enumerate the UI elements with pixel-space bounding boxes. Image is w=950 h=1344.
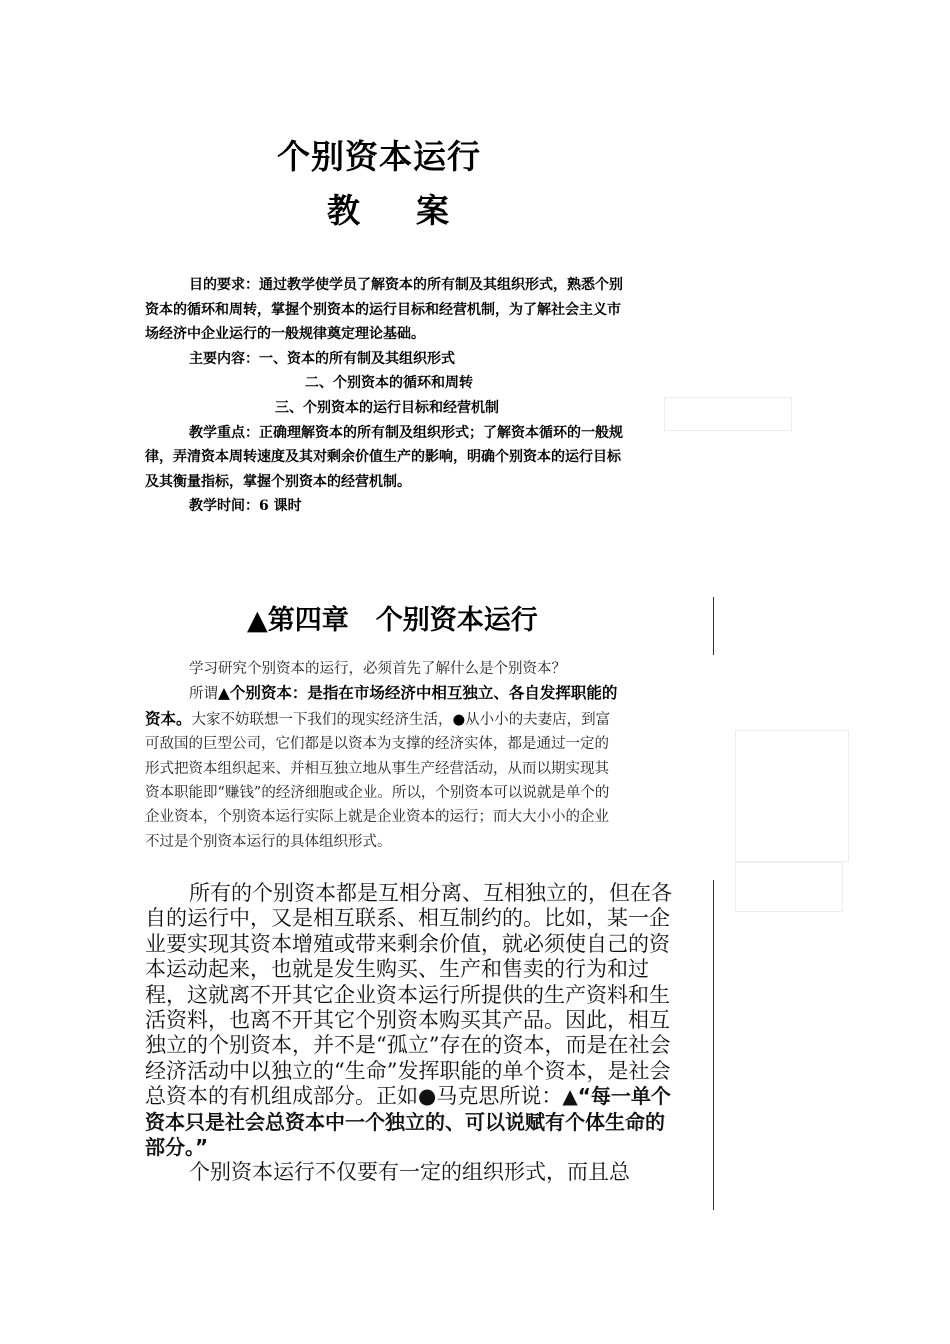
faint-margin-box-1 bbox=[735, 730, 849, 862]
bullet-dot-1: ● bbox=[452, 711, 466, 728]
content-item-3-line bbox=[145, 396, 630, 421]
content-item-3: 三、个别资本的运行目标和经营机制 bbox=[275, 399, 499, 416]
time-label: 教学时间： bbox=[189, 498, 259, 515]
body-small-p2-b: 大家不妨联想一下我们的现实经济生活， bbox=[191, 711, 453, 728]
content-item-2: 二、个别资本的循环和周转 bbox=[305, 375, 473, 392]
key-points-label: 教学重点： bbox=[189, 424, 259, 441]
individual-capital-definition: ▲个别资本：是指在市场经济中相互独立、各自发挥职能的资本。 bbox=[145, 684, 618, 728]
time-paragraph bbox=[145, 494, 630, 519]
objective-paragraph bbox=[145, 273, 630, 347]
faint-margin-box-2 bbox=[735, 862, 843, 912]
time-text: 6 课时 bbox=[259, 498, 302, 515]
document-title: 个别资本运行 bbox=[277, 137, 481, 176]
body-small-p2 bbox=[145, 681, 620, 854]
content-item-1: 一、资本的所有制及其组织形式 bbox=[259, 350, 455, 367]
subtitle-char-2: 案 bbox=[416, 191, 449, 230]
body-small-p2-a: 所谓 bbox=[189, 686, 218, 703]
subtitle-char-1: 教 bbox=[327, 191, 360, 230]
key-points-paragraph bbox=[145, 421, 630, 495]
intro-section bbox=[145, 273, 630, 519]
chapter-heading: ▲第四章 个别资本运行 bbox=[247, 605, 538, 636]
content-label: 主要内容： bbox=[189, 350, 259, 367]
document-subtitle bbox=[327, 185, 449, 232]
marx-quote: ▲“每一单个资本只是社会总资本中一个独立的、可以说赋有个体生命的部分。” bbox=[145, 1084, 671, 1160]
body-small-p1: 学习研究个别资本的运行，必须首先了解什么是个别资本？ bbox=[189, 661, 566, 677]
body-large-section bbox=[145, 881, 675, 1186]
body-small-section bbox=[145, 657, 620, 854]
body-large-p1 bbox=[145, 881, 675, 1160]
bullet-dot-2: ● bbox=[418, 1084, 437, 1109]
body-small-p2-c: 从小小的夫妻店，到富可敌国的巨型公司，它们都是以资本为支撑的经济实体，都是通过一定的形式把资本组织起来、并相互独立地从事生产经营活动，从而以期实现其资本职能即“赚钱”的经济细胞或企业。所以，个别资本可以说就是单个的企业资本，个别资本运行实际上就是企业资本的运行；而大大小小的企业不过是个别资本运行的具体组织形式。 bbox=[145, 711, 611, 850]
body-large-p1-a: 所有的个别资本都是互相分离、互相独立的，但在各自的运行中，又是相互联系、相互制约的。比如，某一企业要实现其资本增殖或带来剩余价值，就必须使自己的资本运动起来，也就是发生购买、生产和售卖的行为和过程，这就离不开其它企业资本运行所提供的生产资料和生活资料，也离不开其它个别资本购买其产品。因此，相互独立的个别资本，并不是“孤立”存在的资本，而是在社会经济活动中以独立的“生命”发挥职能的单个资本，是社会总资本的有机组成部分。正如 bbox=[145, 881, 672, 1109]
objective-text: 通过教学使学员了解资本的所有制及其组织形式，熟悉个别资本的循环和周转，掌握个别资本的运行目标和经营机制，为了解社会主义市场经济中企业运行的一般规律奠定理论基础。 bbox=[145, 277, 623, 343]
content-item-2-line bbox=[145, 371, 630, 396]
content-paragraph bbox=[145, 347, 630, 372]
key-points-text: 正确理解资本的所有制及组织形式；了解资本循环的一般规律，弄清资本周转速度及其对剩余价值生产的影响，明确个别资本的运行目标及其衡量指标，掌握个别资本的经营机制。 bbox=[145, 424, 623, 490]
objective-label: 目的要求： bbox=[189, 277, 259, 293]
body-large-p1-b: 马克思所说： bbox=[436, 1084, 563, 1109]
body-large-p2: 个别资本运行不仅要有一定的组织形式，而且总 bbox=[189, 1160, 630, 1185]
margin-rule-2 bbox=[713, 880, 714, 1210]
faint-box bbox=[664, 397, 792, 431]
margin-rule-1 bbox=[713, 597, 714, 655]
